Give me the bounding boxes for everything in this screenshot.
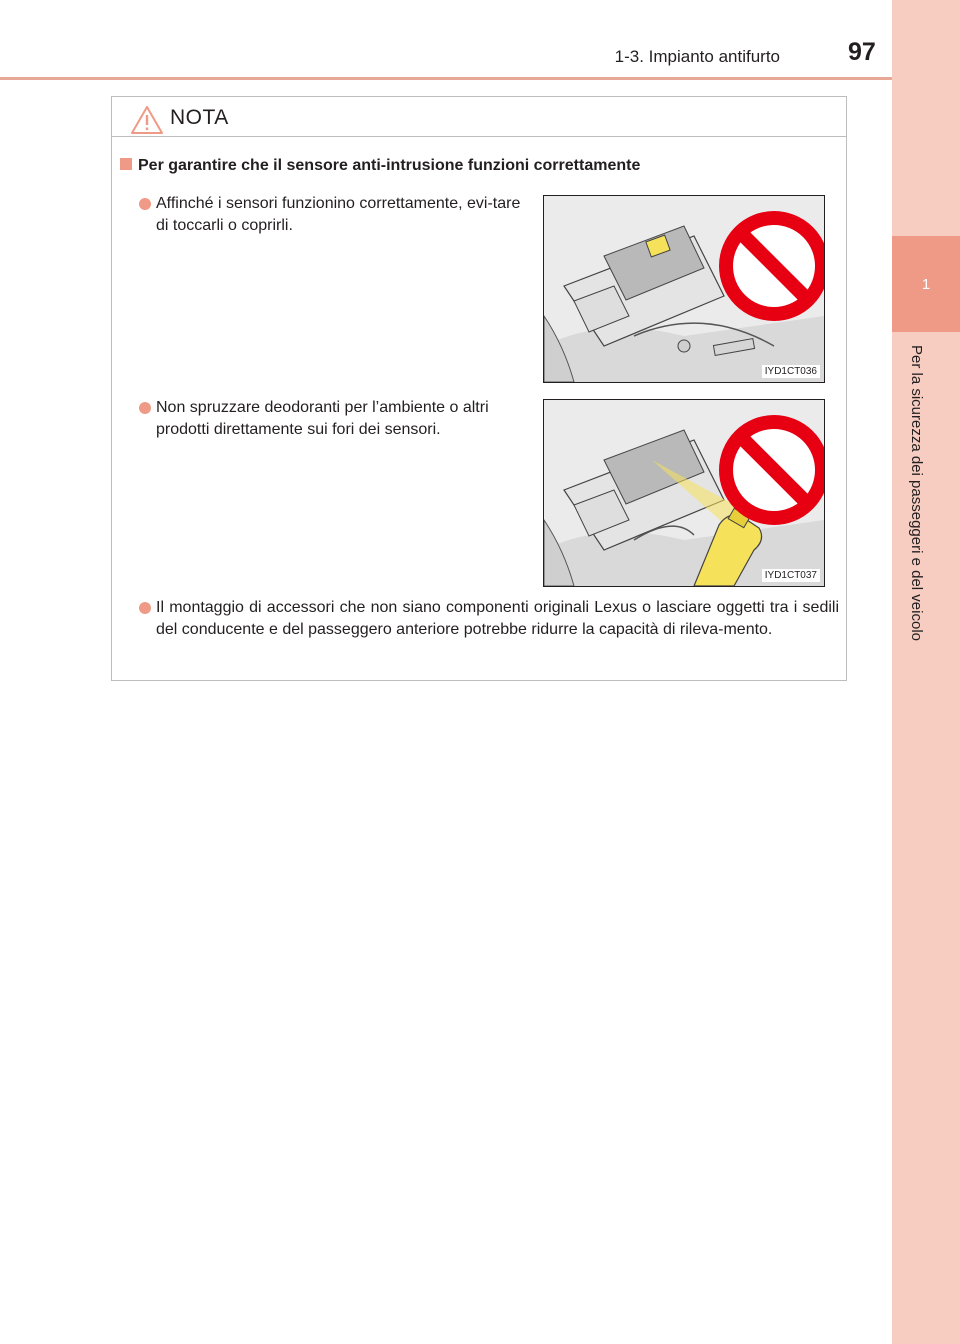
header-divider — [0, 77, 892, 80]
note-box — [111, 96, 847, 681]
list-item-text: Affinché i sensori funzionino correttamente, evi-tare di toccarli o coprirli. — [156, 195, 521, 234]
chapter-number: 1 — [921, 276, 931, 293]
figure-code: IYD1CT037 — [762, 569, 820, 582]
note-label: NOTA — [170, 106, 229, 129]
subheading-text: Per garantire che il sensore anti-intrusione funzioni correttamente — [138, 157, 641, 174]
chapter-title: Per la sicurezza dei passeggeri e del veicolo — [908, 345, 925, 641]
round-bullet-icon — [139, 602, 151, 614]
figure-code: IYD1CT036 — [762, 365, 820, 378]
figure-spray-sensor — [543, 399, 825, 587]
subheading — [120, 157, 640, 175]
overhead-console-illustration — [544, 196, 824, 382]
round-bullet-icon — [139, 198, 151, 210]
list-item — [139, 193, 525, 237]
list-item-text: Non spruzzare deodoranti per l’ambiente o altri prodotti direttamente sui fori dei sensori. — [156, 399, 489, 438]
spray-can-illustration — [544, 400, 824, 586]
warning-icon — [130, 105, 164, 135]
round-bullet-icon — [139, 402, 151, 414]
list-item-text: Il montaggio di accessori che non siano componenti originali Lexus o lasciare oggetti tra i sedili del conducente e del passeggero anteriore potrebbe ridurre la capacità di rileva-mento. — [156, 599, 839, 638]
section-title: 1-3. Impianto antifurto — [614, 47, 780, 66]
list-item — [139, 397, 525, 441]
page-number: 97 — [848, 38, 876, 66]
list-item — [139, 597, 839, 641]
figure-touch-sensor — [543, 195, 825, 383]
square-bullet-icon — [120, 158, 132, 170]
side-tab — [892, 0, 960, 1344]
note-header — [112, 97, 846, 137]
